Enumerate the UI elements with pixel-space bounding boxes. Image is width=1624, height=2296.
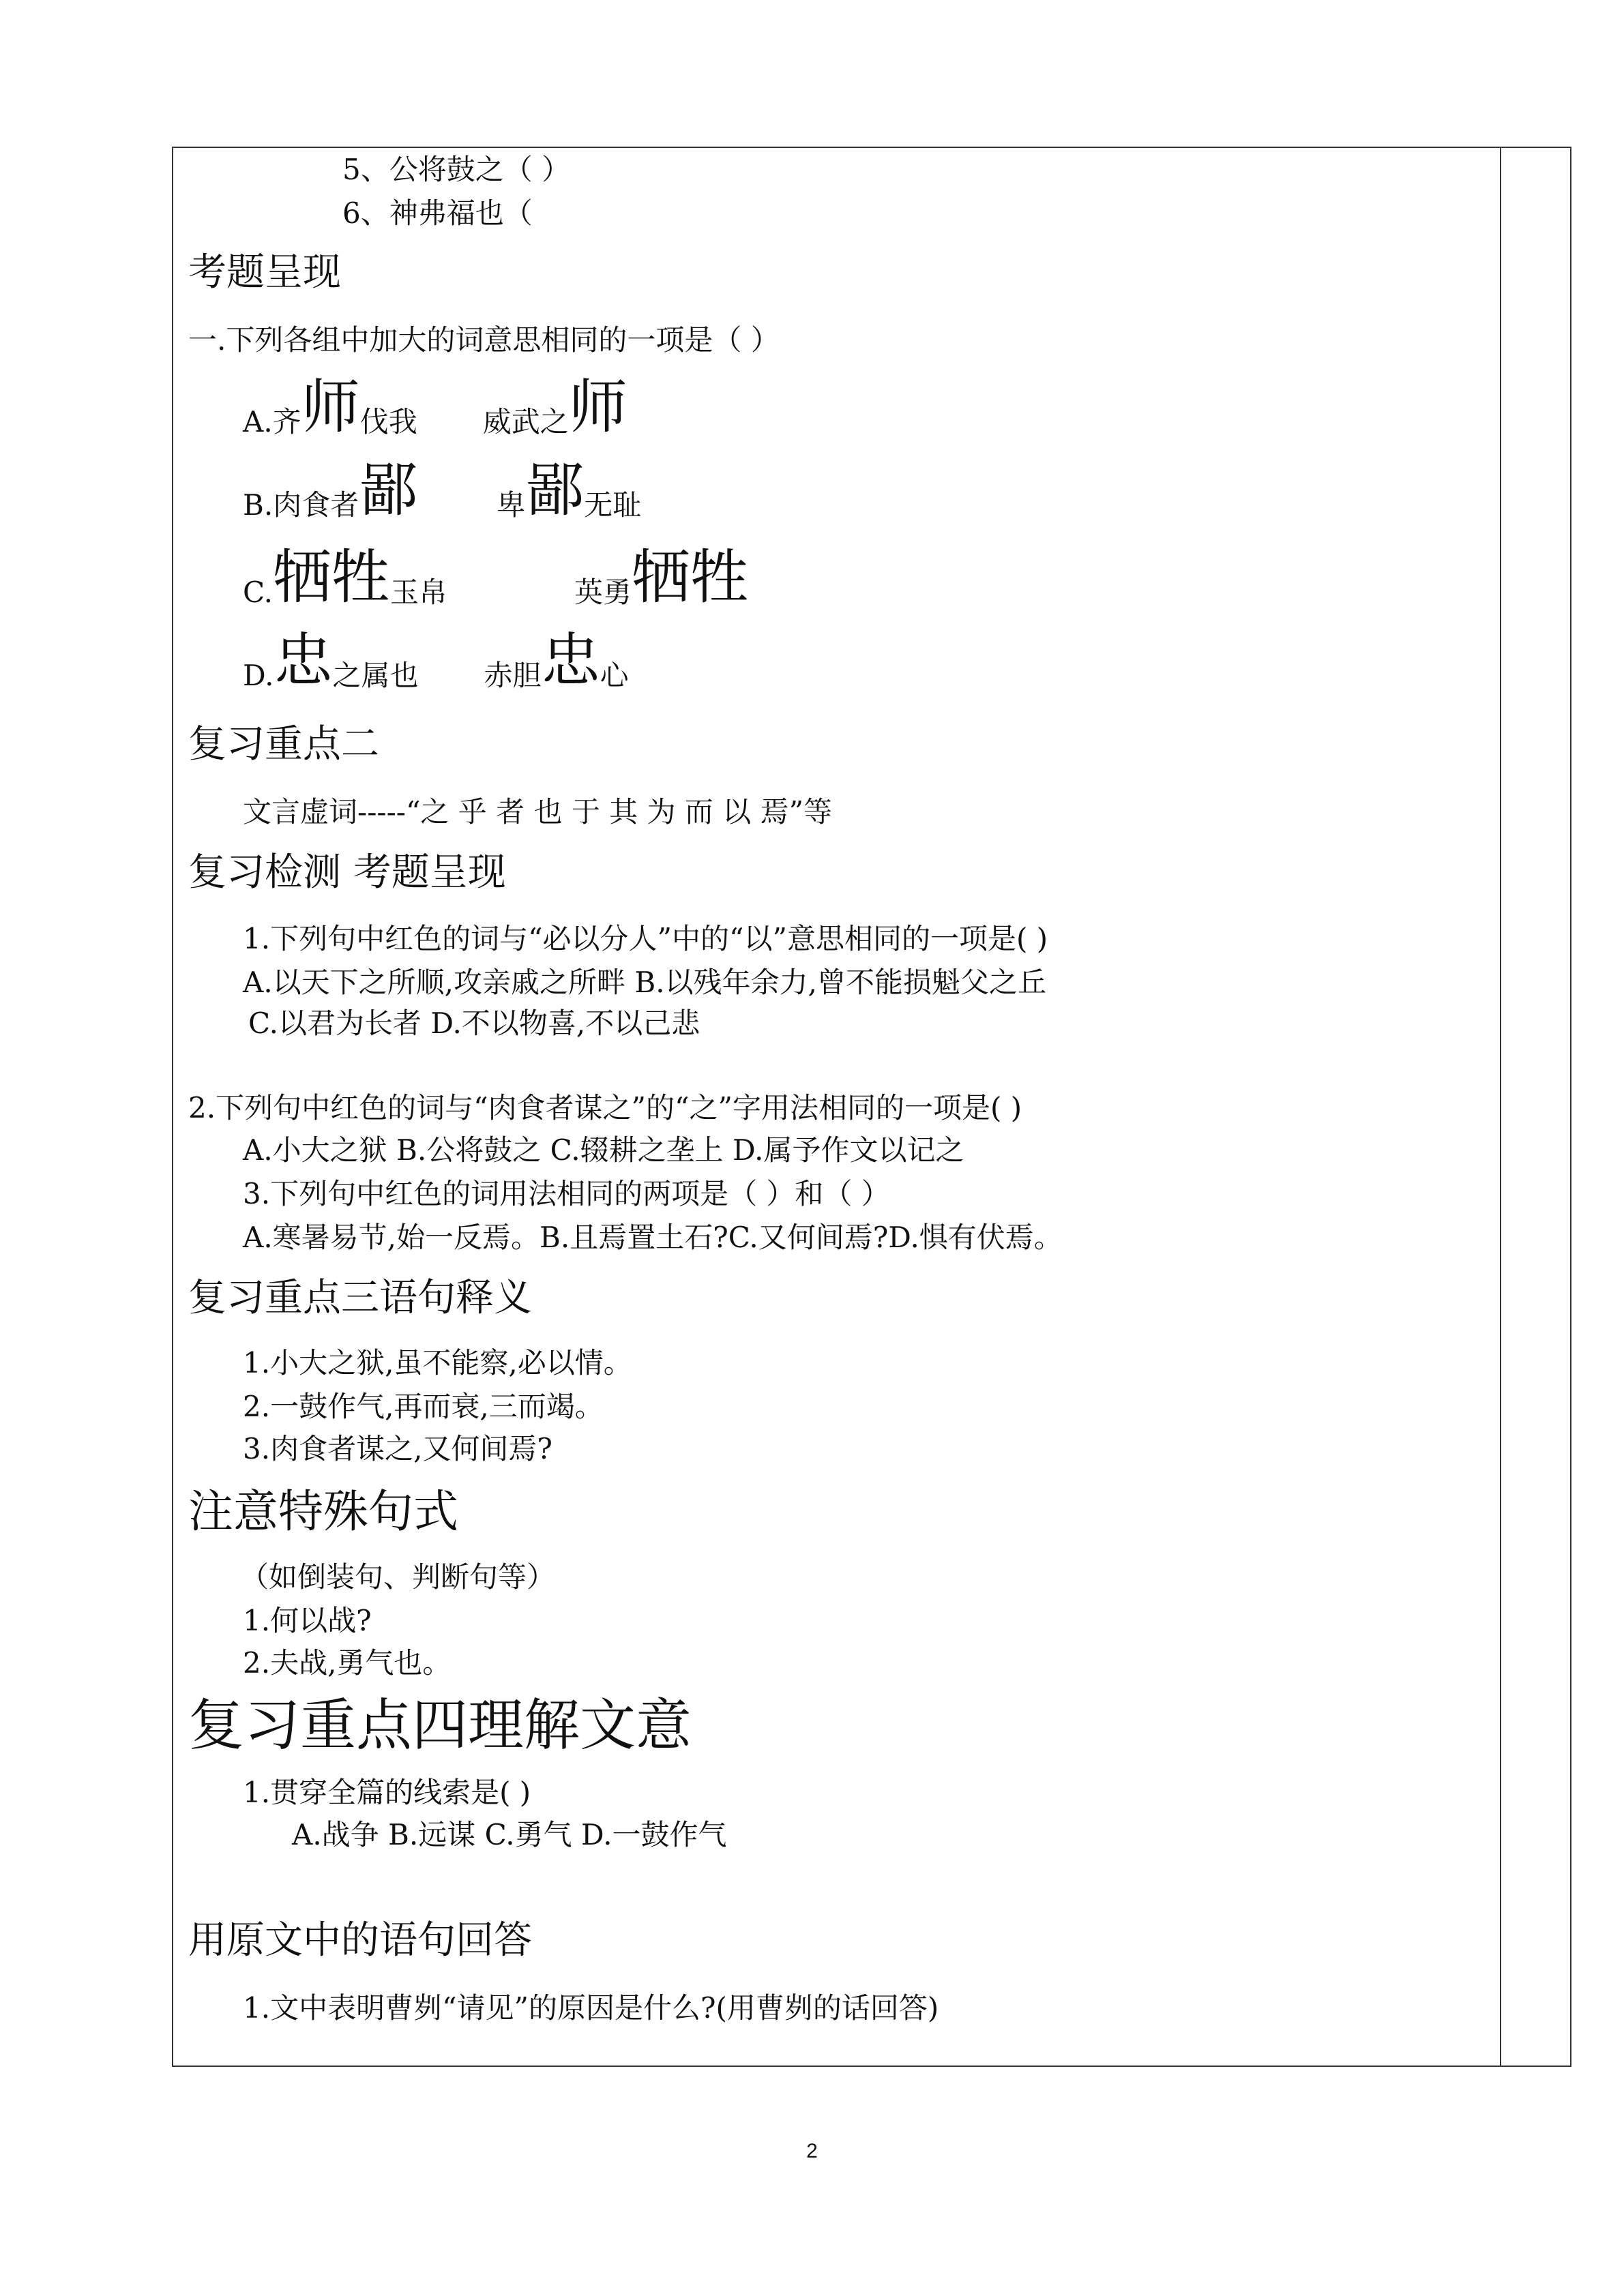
text-line: 1.何以战? [243,1604,372,1637]
text-line: 5、公将鼓之（ ） [342,153,571,186]
option-a [243,373,628,441]
text-line: 文言虚词-----“之 乎 者 也 于 其 为 而 以 焉”等 [243,795,833,829]
text-line: 2.一鼓作气,再而衰,三而竭。 [243,1390,604,1423]
option-prefix: B.肉食者 [243,488,359,522]
option-text: 卑 [497,488,526,522]
question-options: A.战争 B.远谋 C.勇气 D.一鼓作气 [292,1818,727,1851]
text-line: 1.小大之狱,虽不能察,必以情。 [243,1346,632,1380]
section-heading: 复习重点三语句释义 [188,1276,532,1320]
emphasized-word: 忠 [274,627,333,695]
option-text: 无耻 [584,488,642,522]
option-b [243,456,642,524]
option-c [243,539,750,612]
question-options: A.以天下之所顺,攻亲戚之所畔 B.以残年余力,曾不能损魁父之丘 [243,966,1046,999]
emphasized-word: 牺牲 [632,543,750,612]
section-heading: 复习重点四理解文意 [188,1693,692,1758]
text-line: 2.夫战,勇气也。 [243,1646,452,1680]
question-options: A.小大之狱 B.公将鼓之 C.辍耕之垄上 D.属予作文以记之 [243,1133,964,1167]
option-text: 赤胆 [484,659,542,692]
option-text: 之属也 [332,659,419,692]
emphasized-word: 师 [301,373,360,441]
option-d [243,627,629,695]
section-heading: 复习检测 考题呈现 [188,850,506,895]
section-heading: 注意特殊句式 [188,1485,458,1538]
option-prefix: D. [243,659,274,692]
option-prefix: C. [243,576,273,609]
question-text: 一.下列各组中加大的词意思相同的一项是（ ） [188,323,780,357]
question-text: 2.下列句中红色的词与“肉食者谋之”的“之”字用法相同的一项是( ) [188,1091,1022,1124]
option-text: 玉帛 [390,576,448,609]
option-text: 威武之 [482,405,569,438]
question-text: 1.文中表明曹刿“请见”的原因是什么?(用曹刿的话回答) [243,1991,939,2025]
emphasized-word: 师 [568,373,628,441]
question-options: C.以君为长者 D.不以物喜,不以己悲 [248,1007,700,1040]
question-options: A.寒暑易节,始一反焉。B.且焉置土石?C.又何间焉?D.惧有伏焉。 [243,1221,1063,1254]
section-heading: 复习重点二 [188,722,379,766]
emphasized-word: 牺牲 [273,543,390,612]
emphasized-word: 鄙 [359,456,418,524]
question-text: 3.下列句中红色的词用法相同的两项是（ ）和（ ） [243,1177,890,1210]
table-column-divider [1500,147,1501,2067]
option-text: 心 [600,659,629,692]
text-line: （如倒装句、判断句等） [240,1560,556,1594]
option-text: 英勇 [574,576,632,609]
emphasized-word: 鄙 [525,456,585,524]
page-number: 2 [806,2140,818,2162]
section-heading: 考题呈现 [188,250,341,295]
question-text: 1.下列句中红色的词与“必以分人”中的“以”意思相同的一项是( ) [243,922,1048,955]
option-text: 伐我 [359,405,417,438]
question-text: 1.贯穿全篇的线索是( ) [243,1776,531,1809]
text-line: 6、神弗福也（ [342,196,533,230]
section-heading: 用原文中的语句回答 [188,1918,532,1963]
text-line: 3.肉食者谋之,又何间焉? [243,1432,552,1465]
emphasized-word: 忠 [541,627,600,695]
option-prefix: A.齐 [243,405,301,438]
